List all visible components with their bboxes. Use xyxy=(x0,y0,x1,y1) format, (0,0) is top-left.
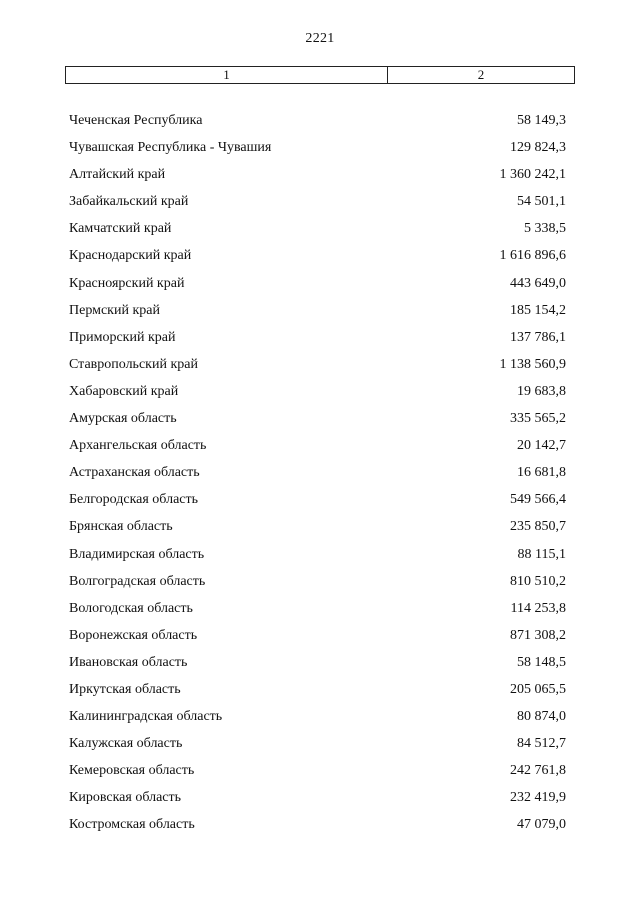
table-row xyxy=(0,784,640,811)
table-row xyxy=(0,757,640,784)
region-value: 185 154,2 xyxy=(510,302,566,318)
region-name: Калужская область xyxy=(69,736,183,752)
table-row xyxy=(0,486,640,513)
table-row xyxy=(0,811,640,838)
table-row xyxy=(0,568,640,595)
region-name: Вологодская область xyxy=(69,600,193,616)
region-value: 232 419,9 xyxy=(510,790,566,806)
region-value: 47 079,0 xyxy=(517,817,566,833)
region-name: Камчатский край xyxy=(69,221,172,237)
region-value: 84 512,7 xyxy=(517,736,566,752)
region-value: 235 850,7 xyxy=(510,519,566,535)
region-name: Калининградская область xyxy=(69,709,223,725)
region-name: Воронежская область xyxy=(69,627,198,643)
region-name: Приморский край xyxy=(69,329,176,345)
page-number: 2221 xyxy=(305,31,335,46)
region-name: Иркутская область xyxy=(69,681,181,697)
region-name: Забайкальский край xyxy=(69,194,189,210)
table-row xyxy=(0,134,640,161)
table-row xyxy=(0,188,640,215)
region-value: 1 360 242,1 xyxy=(499,167,566,183)
table-row xyxy=(0,161,640,188)
table-row xyxy=(0,459,640,486)
table-row xyxy=(0,676,640,703)
region-name: Кировская область xyxy=(69,790,182,806)
region-value: 137 786,1 xyxy=(510,329,566,345)
table-header xyxy=(65,66,575,84)
region-value: 443 649,0 xyxy=(510,275,566,291)
region-name: Ивановская область xyxy=(69,654,188,670)
region-value: 54 501,1 xyxy=(517,194,566,210)
region-name: Брянская область xyxy=(69,519,173,535)
region-value: 114 253,8 xyxy=(510,600,566,616)
region-value: 335 565,2 xyxy=(510,411,566,427)
table-row xyxy=(0,541,640,568)
region-name: Амурская область xyxy=(69,411,177,427)
region-value: 5 338,5 xyxy=(524,221,566,237)
region-name: Хабаровский край xyxy=(69,383,179,399)
table-row xyxy=(0,649,640,676)
region-name: Чеченская Республика xyxy=(69,113,203,128)
region-name: Белгородская область xyxy=(69,492,199,508)
table-row xyxy=(0,703,640,730)
region-value: 16 681,8 xyxy=(517,465,566,481)
table-row xyxy=(0,215,640,242)
table-row xyxy=(0,730,640,757)
region-value: 129 824,3 xyxy=(510,140,566,156)
table-row xyxy=(0,405,640,432)
region-name: Краснодарский край xyxy=(69,248,192,264)
region-name: Волгоградская область xyxy=(69,573,206,589)
table-body xyxy=(0,107,640,839)
region-name: Ставропольский край xyxy=(69,356,198,372)
region-name: Владимирская область xyxy=(69,546,205,562)
region-value: 871 308,2 xyxy=(510,627,566,643)
region-value: 58 149,3 xyxy=(517,113,566,128)
region-value: 810 510,2 xyxy=(510,573,566,589)
table-row xyxy=(0,242,640,269)
region-value: 205 065,5 xyxy=(510,681,566,697)
region-value: 19 683,8 xyxy=(517,383,566,399)
table-row xyxy=(0,513,640,540)
table-row xyxy=(0,595,640,622)
table-row xyxy=(0,270,640,297)
table-row xyxy=(0,297,640,324)
table-row xyxy=(0,622,640,649)
region-name: Костромская область xyxy=(69,817,195,833)
region-value: 88 115,1 xyxy=(517,546,566,562)
region-name: Пермский край xyxy=(69,302,160,318)
table-row xyxy=(0,324,640,351)
region-value: 242 761,8 xyxy=(510,763,566,779)
region-name: Кемеровская область xyxy=(69,763,195,779)
region-value: 80 874,0 xyxy=(517,709,566,725)
region-value: 1 616 896,6 xyxy=(499,248,566,264)
table-row xyxy=(0,378,640,405)
region-value: 58 148,5 xyxy=(517,654,566,670)
region-name: Астраханская область xyxy=(69,465,200,481)
region-name: Архангельская область xyxy=(69,438,207,454)
region-name: Чувашская Республика - Чувашия xyxy=(69,140,272,156)
column-header-2: 2 xyxy=(477,67,485,82)
table-row xyxy=(0,107,640,134)
region-name: Красноярский край xyxy=(69,275,185,291)
region-value: 549 566,4 xyxy=(510,492,566,508)
region-value: 1 138 560,9 xyxy=(499,356,566,372)
region-value: 20 142,7 xyxy=(517,438,566,454)
column-header-1: 1 xyxy=(66,67,388,83)
region-name: Алтайский край xyxy=(69,167,166,183)
table-row xyxy=(0,432,640,459)
table-row xyxy=(0,351,640,378)
